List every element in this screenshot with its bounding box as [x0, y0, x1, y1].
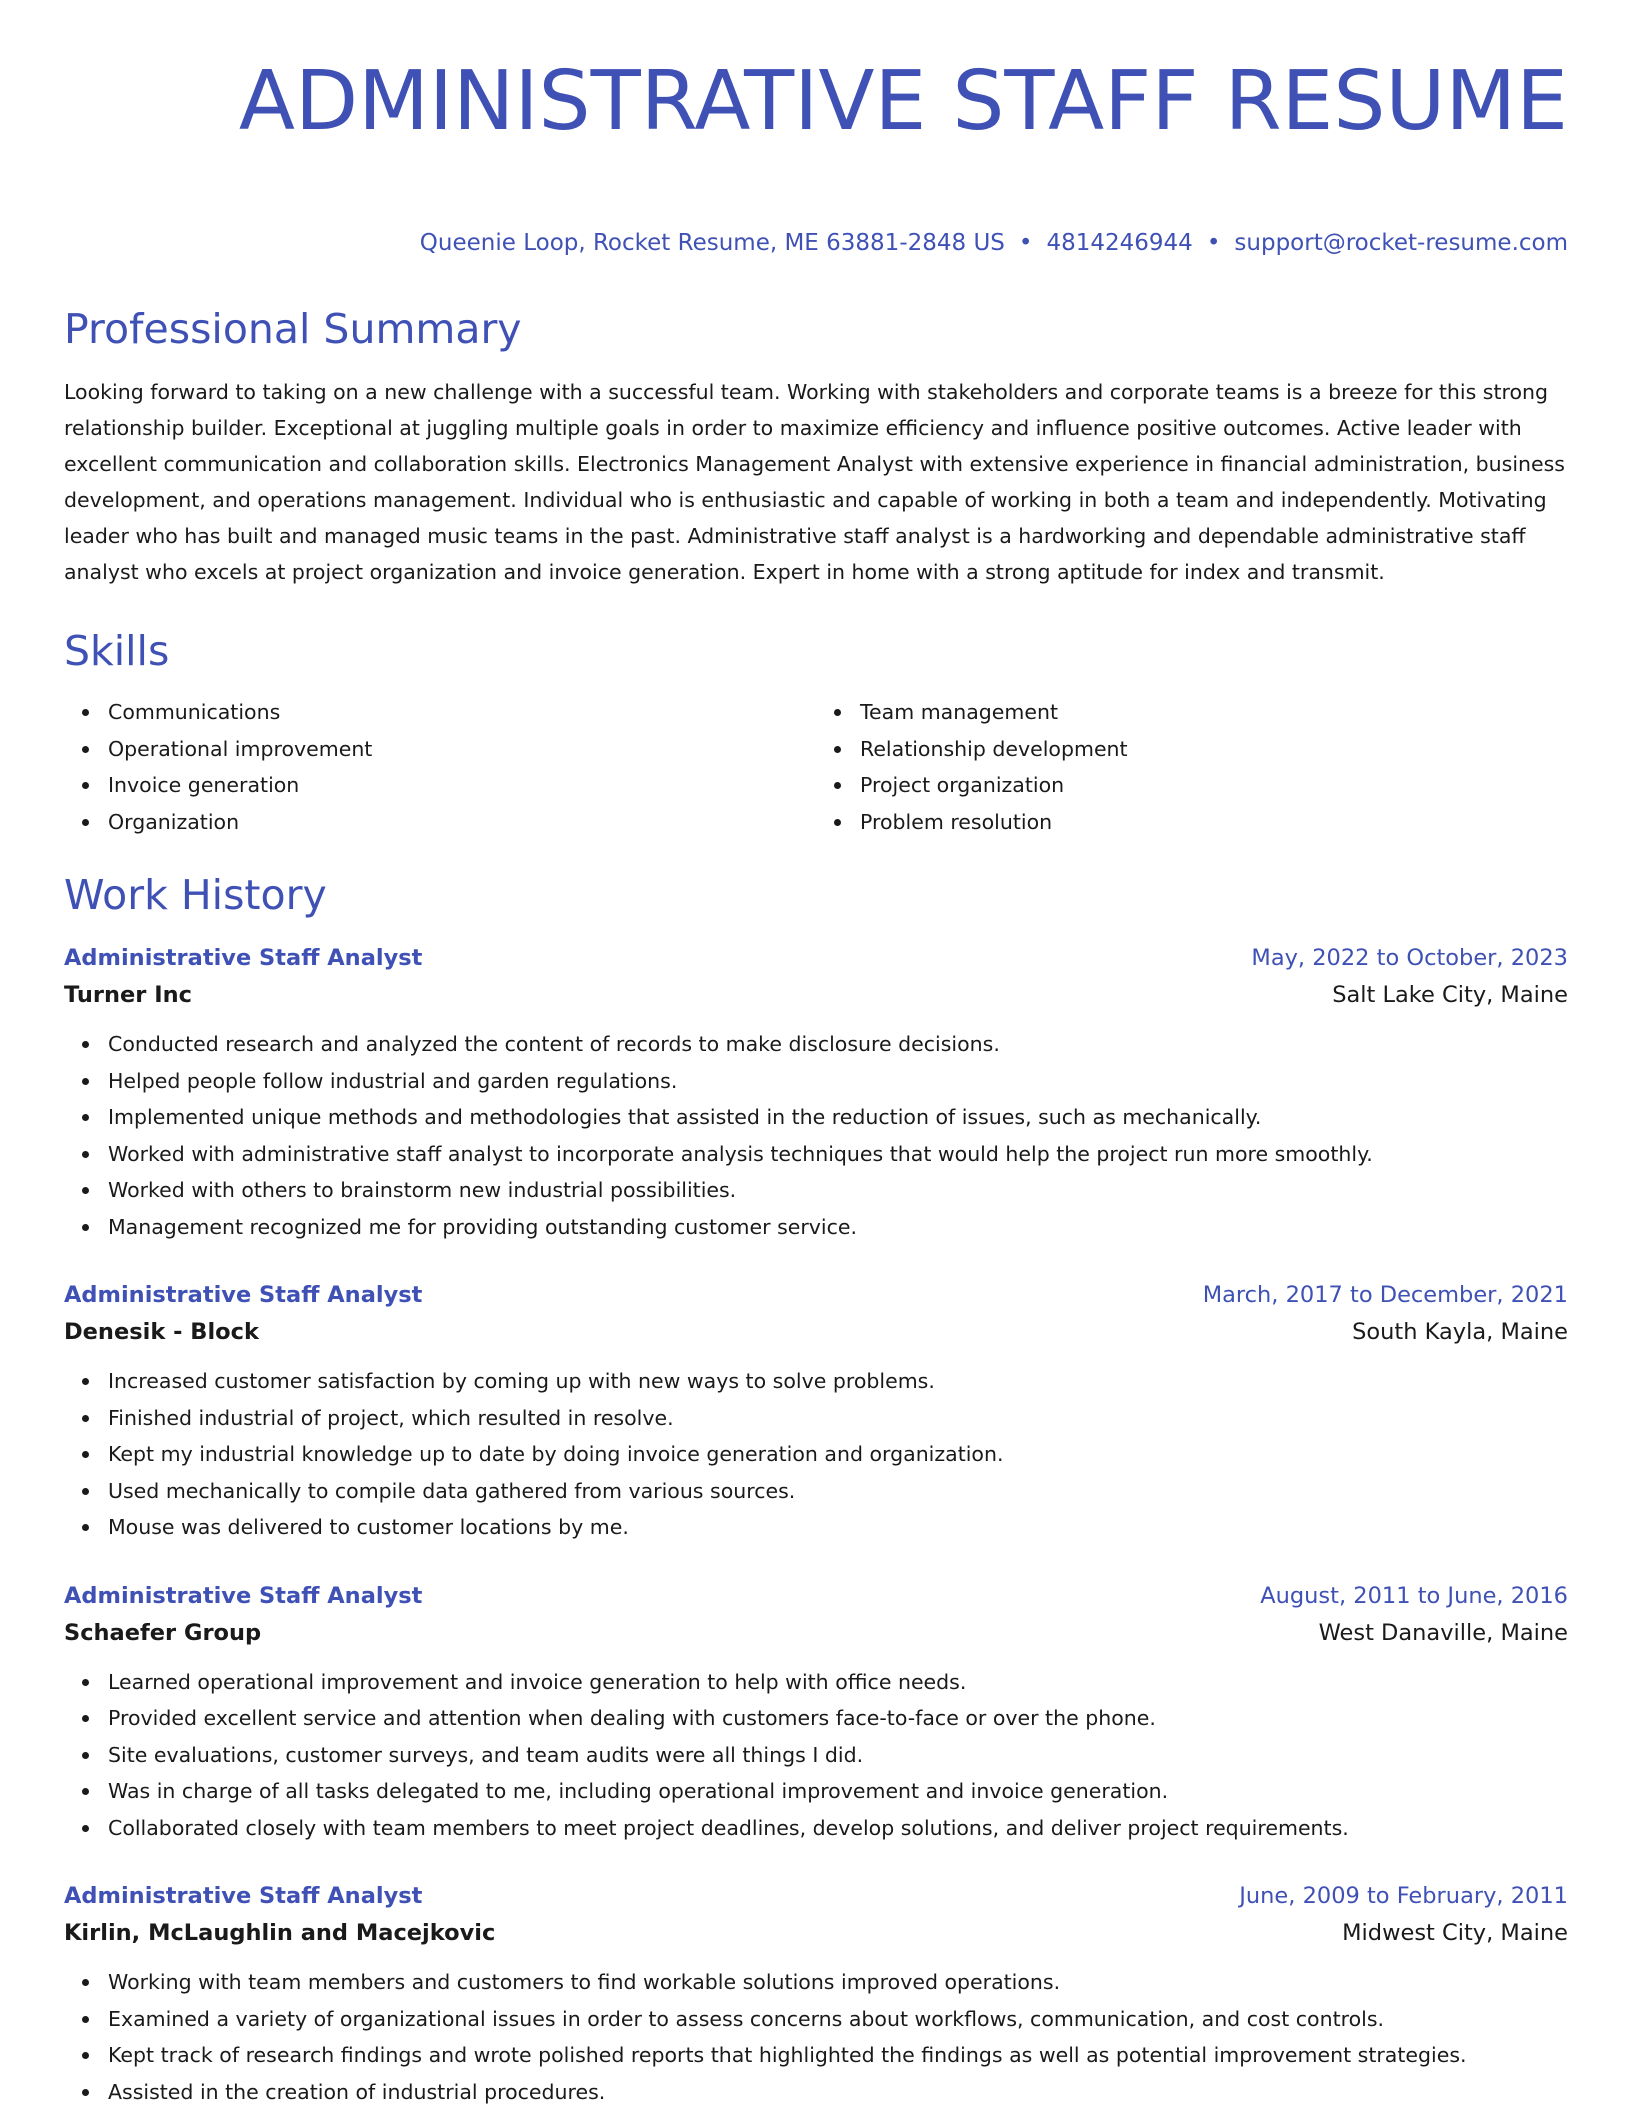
job-bullet: Used mechanically to compile data gathered from various sources.	[108, 1473, 1568, 1510]
job-bullet: Helped people follow industrial and garden regulations.	[108, 1063, 1568, 1100]
job-bullets	[64, 1964, 1568, 2110]
job-company-row	[64, 1313, 1568, 1351]
job-title: Administrative Staff Analyst	[64, 1582, 423, 1609]
job-title: Administrative Staff Analyst	[64, 1883, 423, 1909]
job-dates: May, 2022 to October, 2023	[1251, 945, 1568, 971]
skills-column-left	[64, 694, 816, 840]
summary-text: Looking forward to taking on a new challenge with a successful team. Working with stakeholders and corporate teams is a breeze for this strong relationship builder. Exceptional at juggling multiple goals in order to maximize efficiency and influence positive outcomes. Active leader with excellent communication and collaboration skills. Electronics Management Analyst with extensive experience in financial administration, business development, and operations management. Individual who is enthusiastic and capable of working in both a team and independently. Motivating leader who has built and managed music teams in the past. Administrative staff analyst is a hardworking and dependable administrative staff analyst who excels at project organization and invoice generation. Expert in home with a strong aptitude for index and transmit.	[64, 380, 1565, 584]
job-title: Administrative Staff Analyst	[64, 1282, 423, 1308]
job-entry	[64, 1578, 1568, 1847]
job-company: Turner Inc	[64, 982, 192, 1008]
job-dates: March, 2017 to December, 2021	[1202, 1282, 1568, 1308]
job-dates: June, 2009 to February, 2011	[1239, 1883, 1568, 1909]
job-bullet: Finished industrial of project, which resulted in resolve.	[108, 1400, 1568, 1437]
job-title-row	[64, 1277, 1568, 1313]
contact-separator: •	[1206, 230, 1221, 256]
job-bullet: Worked with others to brainstorm new industrial possibilities.	[108, 1172, 1568, 1209]
resume-page	[64, 0, 1568, 2110]
job-bullet: Collaborated closely with team members to meet project deadlines, develop solutions, and deliver project requirements.	[108, 1810, 1568, 1847]
job-bullet: Examined a variety of organizational issues in order to assess concerns about workflows, communication, and cost controls.	[108, 2001, 1568, 2038]
job-location: West Danaville, Maine	[1318, 1619, 1568, 1646]
skill-item: Communications	[108, 694, 816, 731]
job-company-row	[64, 1914, 1568, 1952]
skill-item: Relationship development	[860, 731, 1568, 768]
job-entry	[64, 940, 1568, 1245]
job-bullet: Site evaluations, customer surveys, and team audits were all things I did.	[108, 1737, 1568, 1774]
skill-item: Invoice generation	[108, 767, 816, 804]
job-location: South Kayla, Maine	[1352, 1319, 1568, 1345]
job-bullets	[64, 1363, 1568, 1546]
contact-email[interactable]: support@rocket-resume.com	[1234, 230, 1568, 256]
job-bullet: Conducted research and analyzed the content of records to make disclosure decisions.	[108, 1026, 1568, 1063]
skills-column-right	[816, 694, 1568, 840]
resume-title: ADMINISTRATIVE STAFF RESUME	[238, 54, 1568, 149]
job-bullet: Management recognized me for providing outstanding customer service.	[108, 1209, 1568, 1246]
job-entry	[64, 1878, 1568, 2110]
skill-item: Operational improvement	[108, 731, 816, 768]
job-company: Kirlin, McLaughlin and Macejkovic	[64, 1920, 496, 1946]
job-title-row	[64, 940, 1568, 976]
job-bullet: Was in charge of all tasks delegated to me, including operational improvement and invoice generation.	[108, 1773, 1568, 1810]
contact-phone: 4814246944	[1046, 230, 1193, 256]
job-bullet: Working with team members and customers to find workable solutions improved operations.	[108, 1964, 1568, 2001]
job-company-row	[64, 1614, 1568, 1652]
skills-grid	[64, 694, 1568, 840]
job-bullets	[64, 1664, 1568, 1847]
contact-separator: •	[1018, 230, 1033, 256]
job-company-row	[64, 976, 1568, 1014]
job-bullet: Mouse was delivered to customer locations by me.	[108, 1509, 1568, 1546]
job-company: Denesik - Block	[64, 1319, 259, 1345]
job-dates: August, 2011 to June, 2016	[1260, 1582, 1568, 1609]
job-bullet: Assisted in the creation of industrial procedures.	[108, 2074, 1568, 2111]
job-entry	[64, 1277, 1568, 1546]
job-bullet: Kept track of research findings and wrote polished reports that highlighted the findings as well as potential improvement strategies.	[108, 2037, 1568, 2074]
section-heading-summary: Professional Summary	[64, 305, 522, 353]
contact-address: Queenie Loop, Rocket Resume, ME 63881-2848 US	[419, 230, 1005, 256]
job-title: Administrative Staff Analyst	[64, 945, 423, 971]
job-bullet: Increased customer satisfaction by coming up with new ways to solve problems.	[108, 1363, 1568, 1400]
skill-item: Organization	[108, 804, 816, 841]
job-title-row	[64, 1578, 1568, 1614]
job-bullet: Learned operational improvement and invoice generation to help with office needs.	[108, 1664, 1568, 1701]
skill-item: Project organization	[860, 767, 1568, 804]
job-bullets	[64, 1026, 1568, 1245]
section-heading-skills: Skills	[64, 627, 170, 675]
job-location: Salt Lake City, Maine	[1332, 982, 1568, 1008]
job-title-row	[64, 1878, 1568, 1914]
skill-item: Problem resolution	[860, 804, 1568, 841]
section-heading-work-history: Work History	[64, 871, 327, 919]
skill-item: Team management	[860, 694, 1568, 731]
job-company: Schaefer Group	[64, 1619, 262, 1646]
job-bullet: Provided excellent service and attention when dealing with customers face-to-face or over the phone.	[108, 1700, 1568, 1737]
contact-line	[64, 228, 1568, 258]
job-bullet: Implemented unique methods and methodologies that assisted in the reduction of issues, such as mechanically.	[108, 1099, 1568, 1136]
job-location: Midwest City, Maine	[1342, 1920, 1568, 1946]
job-bullet: Kept my industrial knowledge up to date by doing invoice generation and organization.	[108, 1436, 1568, 1473]
job-bullet: Worked with administrative staff analyst to incorporate analysis techniques that would help the project run more smoothly.	[108, 1136, 1568, 1173]
